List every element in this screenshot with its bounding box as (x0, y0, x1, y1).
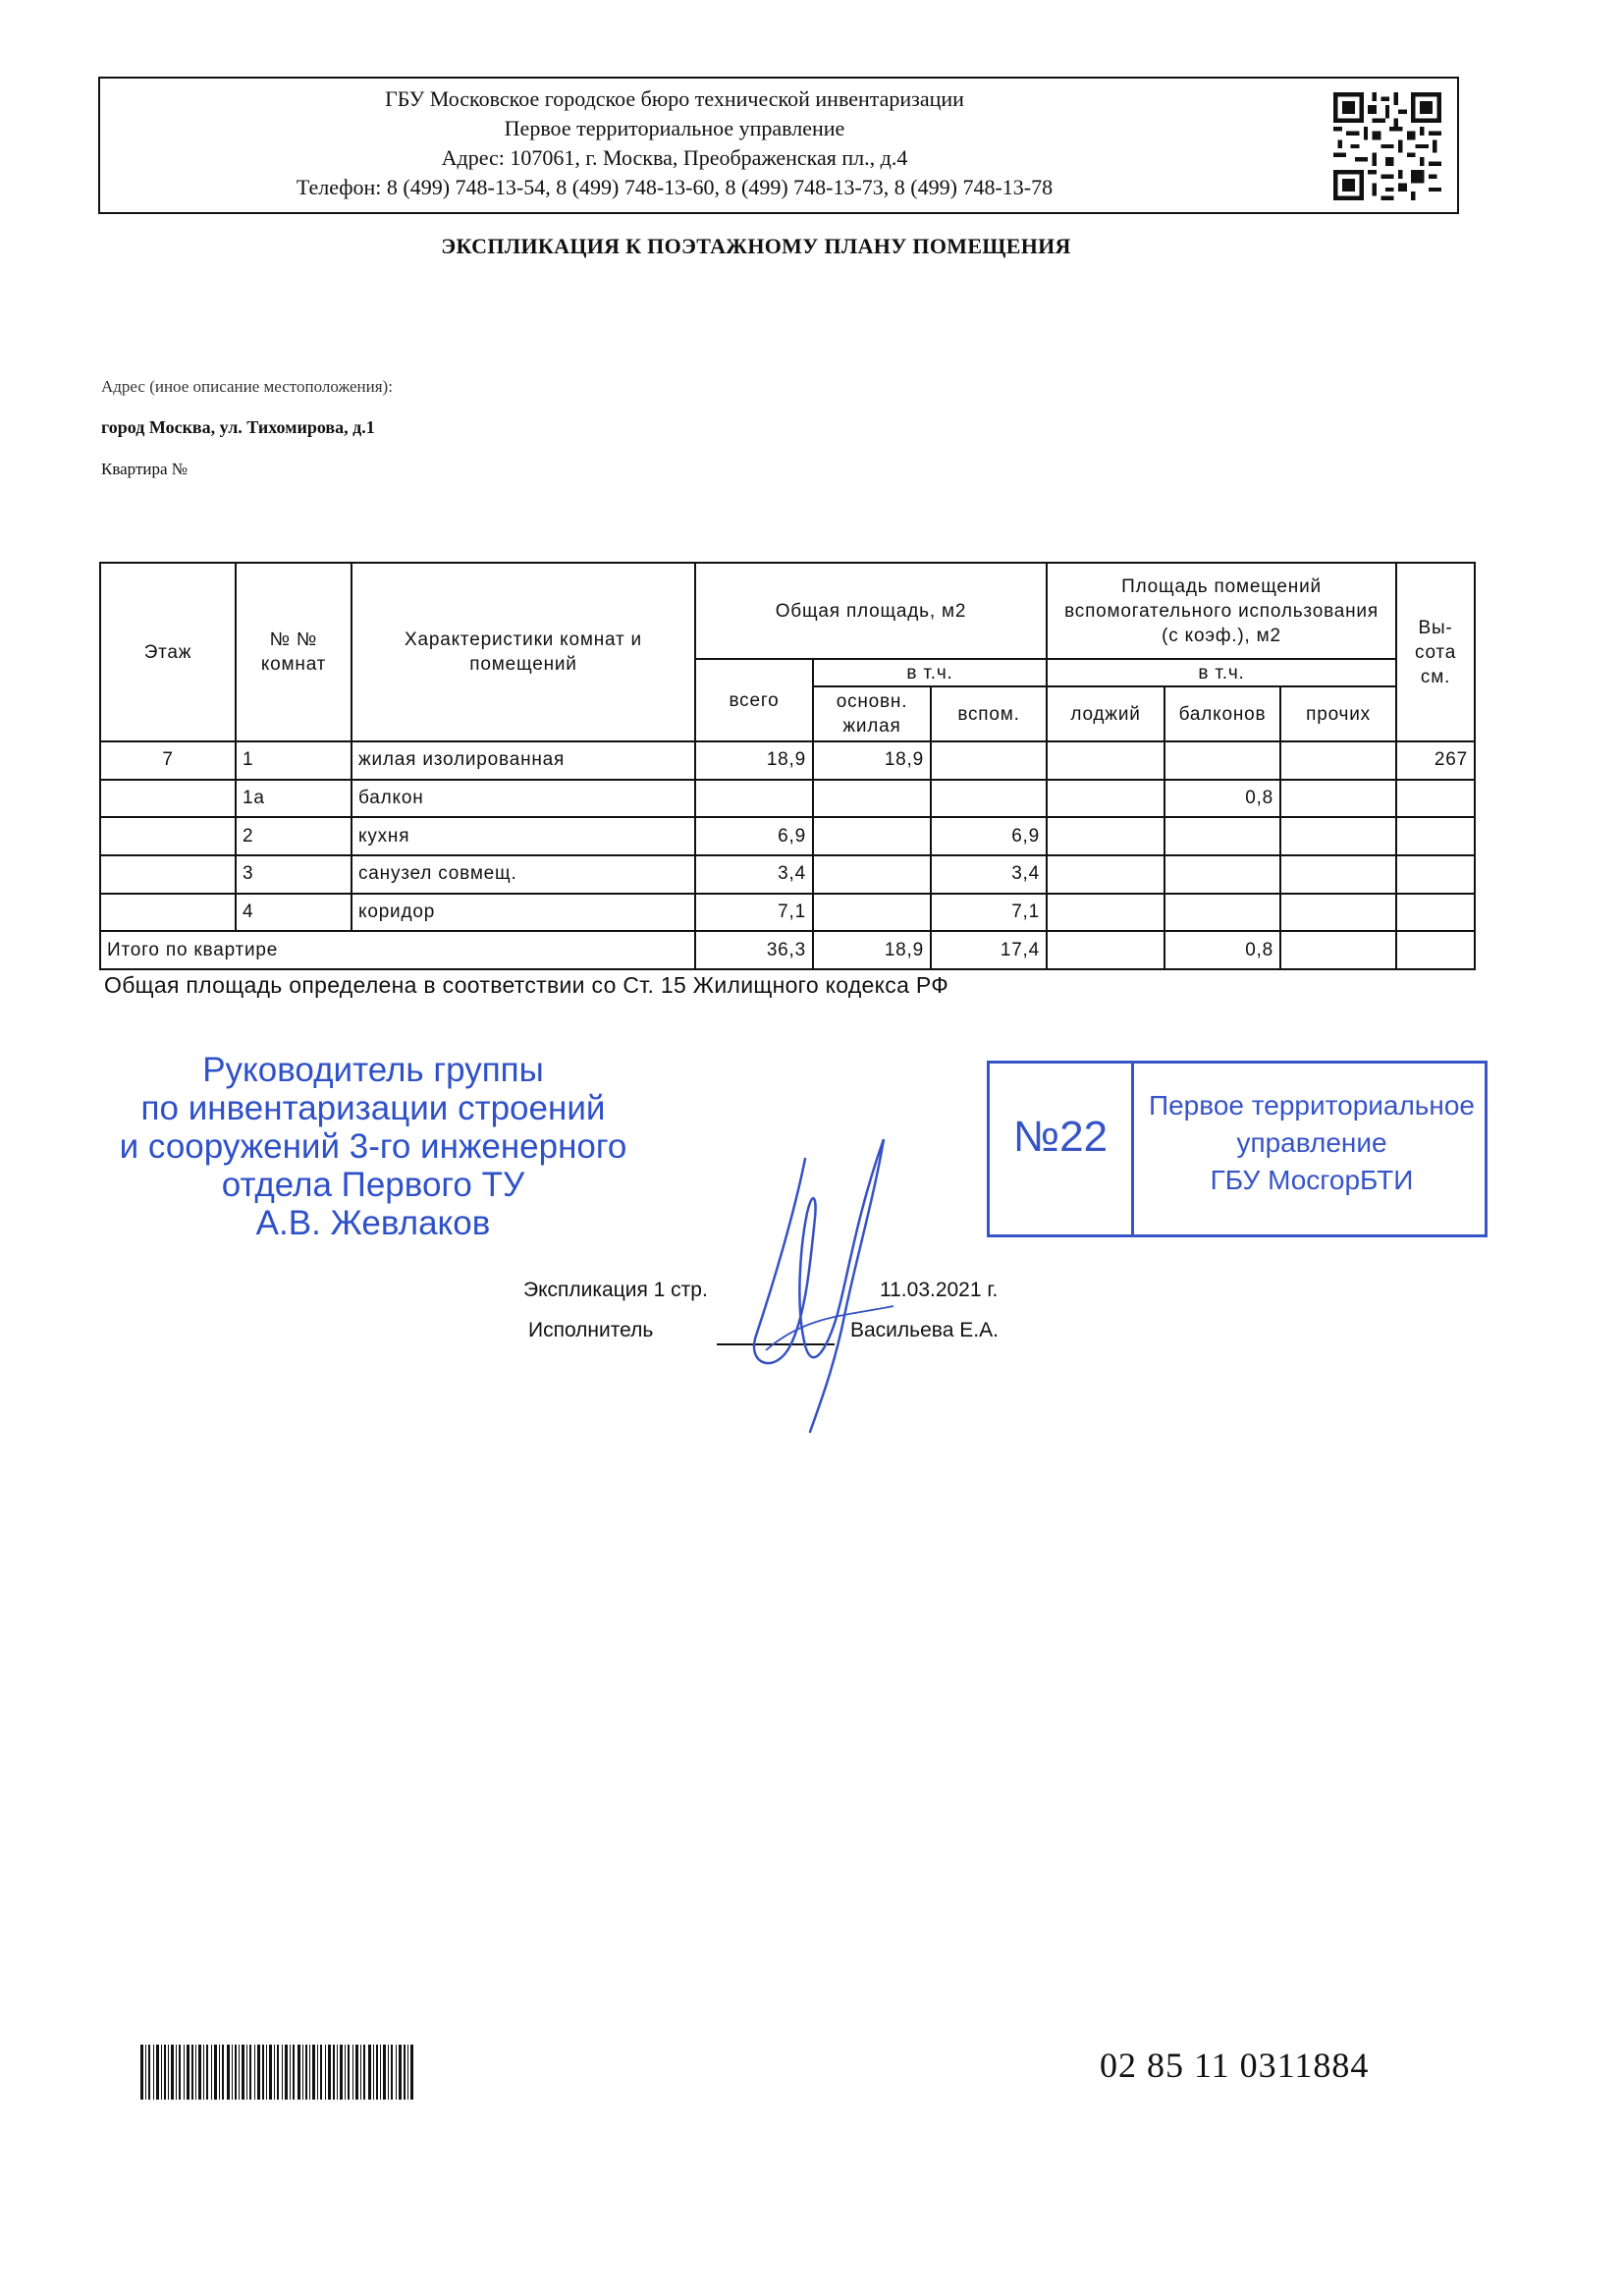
cell-other (1280, 817, 1396, 855)
header-department: Первое территориальное управление (504, 116, 845, 140)
cell-balcony (1164, 894, 1280, 932)
office-stamp (987, 1061, 1488, 1237)
cell-aux: 7,1 (931, 894, 1047, 932)
cell-loggia (1047, 741, 1164, 780)
cell-height (1396, 894, 1475, 932)
cell-room-name: санузел совмещ. (352, 855, 695, 894)
table-row (100, 894, 1475, 932)
stamp-text (1137, 1087, 1487, 1199)
cell-total: 7,1 (695, 894, 813, 932)
cell-loggia (1047, 855, 1164, 894)
cell-room-name: балкон (352, 780, 695, 818)
cell-balcony (1164, 855, 1280, 894)
cell-other (1280, 855, 1396, 894)
header-org: ГБУ Московское городское бюро технической инвентаризации (385, 86, 964, 111)
cell-other (1280, 894, 1396, 932)
cell-room-no: 1 (236, 741, 352, 780)
head-of-group-stamp (118, 1051, 628, 1242)
explication-table (99, 562, 1476, 970)
totals-balcony: 0,8 (1164, 931, 1280, 969)
head-stamp-line: и сооружений 3-го инженерного (119, 1127, 627, 1166)
stamp-line: Первое территориальное (1148, 1090, 1476, 1121)
cell-total (695, 780, 813, 818)
cell-floor (100, 855, 236, 894)
header-balconies: балконов (1164, 686, 1280, 741)
cell-balcony: 0,8 (1164, 780, 1280, 818)
page-title: ЭКСПЛИКАЦИЯ К ПОЭТАЖНОМУ ПЛАНУ ПОМЕЩЕНИЯ (441, 234, 1071, 258)
cell-aux (931, 741, 1047, 780)
cell-living (813, 894, 931, 932)
cell-balcony (1164, 817, 1280, 855)
header-incl-aux: в т.ч. (1047, 659, 1396, 686)
totals-aux: 17,4 (931, 931, 1047, 969)
cell-aux: 6,9 (931, 817, 1047, 855)
cell-floor (100, 817, 236, 855)
stamp-line: управление (1236, 1127, 1387, 1158)
cell-floor (100, 780, 236, 818)
cell-other (1280, 780, 1396, 818)
header-loggias: лоджий (1047, 686, 1164, 741)
stamp-number: №22 (1012, 1113, 1109, 1161)
apartment-label: Квартира № (101, 460, 189, 478)
cell-room-no: 2 (236, 817, 352, 855)
cell-room-name: коридор (352, 894, 695, 932)
header-phones: Телефон: 8 (499) 748-13-54, 8 (499) 748-13-60, 8 (499) 748-13-73, 8 (499) 748-13-78 (296, 175, 1054, 199)
document-number: 02 85 11 0311884 (1100, 2046, 1370, 2085)
cell-room-name: кухня (352, 817, 695, 855)
stamp-divider (1131, 1064, 1134, 1234)
barcode-icon (140, 2045, 413, 2100)
head-stamp-line: А.В. Жевлаков (255, 1204, 491, 1242)
cell-living: 18,9 (813, 741, 931, 780)
header-characteristics: Характеристики комнат и помещений (352, 563, 695, 741)
cell-living (813, 817, 931, 855)
header-room-no: № № комнат (236, 563, 352, 741)
cell-loggia (1047, 894, 1164, 932)
cell-height: 267 (1396, 741, 1475, 780)
header-total-area: Общая площадь, м2 (695, 563, 1047, 659)
cell-total: 3,4 (695, 855, 813, 894)
header-floor: Этаж (100, 563, 236, 741)
cell-total: 18,9 (695, 741, 813, 780)
executor-name: Васильева Е.А. (850, 1319, 999, 1341)
stamp-line: ГБУ МосгорБТИ (1210, 1165, 1414, 1195)
cell-living (813, 780, 931, 818)
totals-other (1280, 931, 1396, 969)
header-main-living: основн. жилая (813, 686, 931, 741)
cell-balcony (1164, 741, 1280, 780)
head-stamp-line: Руководитель группы (202, 1051, 544, 1089)
executor-label: Исполнитель (528, 1319, 654, 1341)
cell-room-no: 1а (236, 780, 352, 818)
table-row (100, 855, 1475, 894)
header-box (98, 77, 1459, 214)
cell-floor: 7 (100, 741, 236, 780)
address-label: Адрес (иное описание местоположения): (101, 377, 393, 396)
header-incl: в т.ч. (813, 659, 1047, 686)
totals-height (1396, 931, 1475, 969)
header-other: прочих (1280, 686, 1396, 741)
signature-icon (736, 1120, 903, 1434)
totals-loggia (1047, 931, 1164, 969)
cell-room-no: 4 (236, 894, 352, 932)
explication-date: 11.03.2021 г. (880, 1279, 999, 1301)
header-total: всего (695, 659, 813, 741)
header-auxiliary: вспом. (931, 686, 1047, 741)
table-row (100, 817, 1475, 855)
header-height: Вы-сота см. (1396, 563, 1475, 741)
cell-height (1396, 817, 1475, 855)
cell-aux: 3,4 (931, 855, 1047, 894)
cell-room-name: жилая изолированная (352, 741, 695, 780)
totals-living: 18,9 (813, 931, 931, 969)
cell-living (813, 855, 931, 894)
header-address: Адрес: 107061, г. Москва, Преображенская пл., д.4 (441, 145, 908, 170)
explication-pages: Экспликация 1 стр. (523, 1279, 708, 1301)
cell-aux (931, 780, 1047, 818)
address-value: город Москва, ул. Тихомирова, д.1 (101, 417, 375, 437)
table-row (100, 741, 1475, 780)
cell-height (1396, 855, 1475, 894)
table-row (100, 780, 1475, 818)
footnote: Общая площадь определена в соответствии со Ст. 15 Жилищного кодекса РФ (104, 972, 949, 998)
header-aux-area: Площадь помещений вспомогательного использования (с коэф.), м2 (1047, 563, 1396, 659)
totals-label: Итого по квартире (100, 931, 695, 969)
totals-row (100, 931, 1475, 969)
head-stamp-line: отдела Первого ТУ (221, 1166, 525, 1204)
cell-floor (100, 894, 236, 932)
cell-total: 6,9 (695, 817, 813, 855)
qr-code-icon (1333, 92, 1441, 200)
cell-loggia (1047, 817, 1164, 855)
totals-total: 36,3 (695, 931, 813, 969)
head-stamp-line: по инвентаризации строений (140, 1089, 606, 1127)
cell-other (1280, 741, 1396, 780)
cell-room-no: 3 (236, 855, 352, 894)
cell-loggia (1047, 780, 1164, 818)
cell-height (1396, 780, 1475, 818)
